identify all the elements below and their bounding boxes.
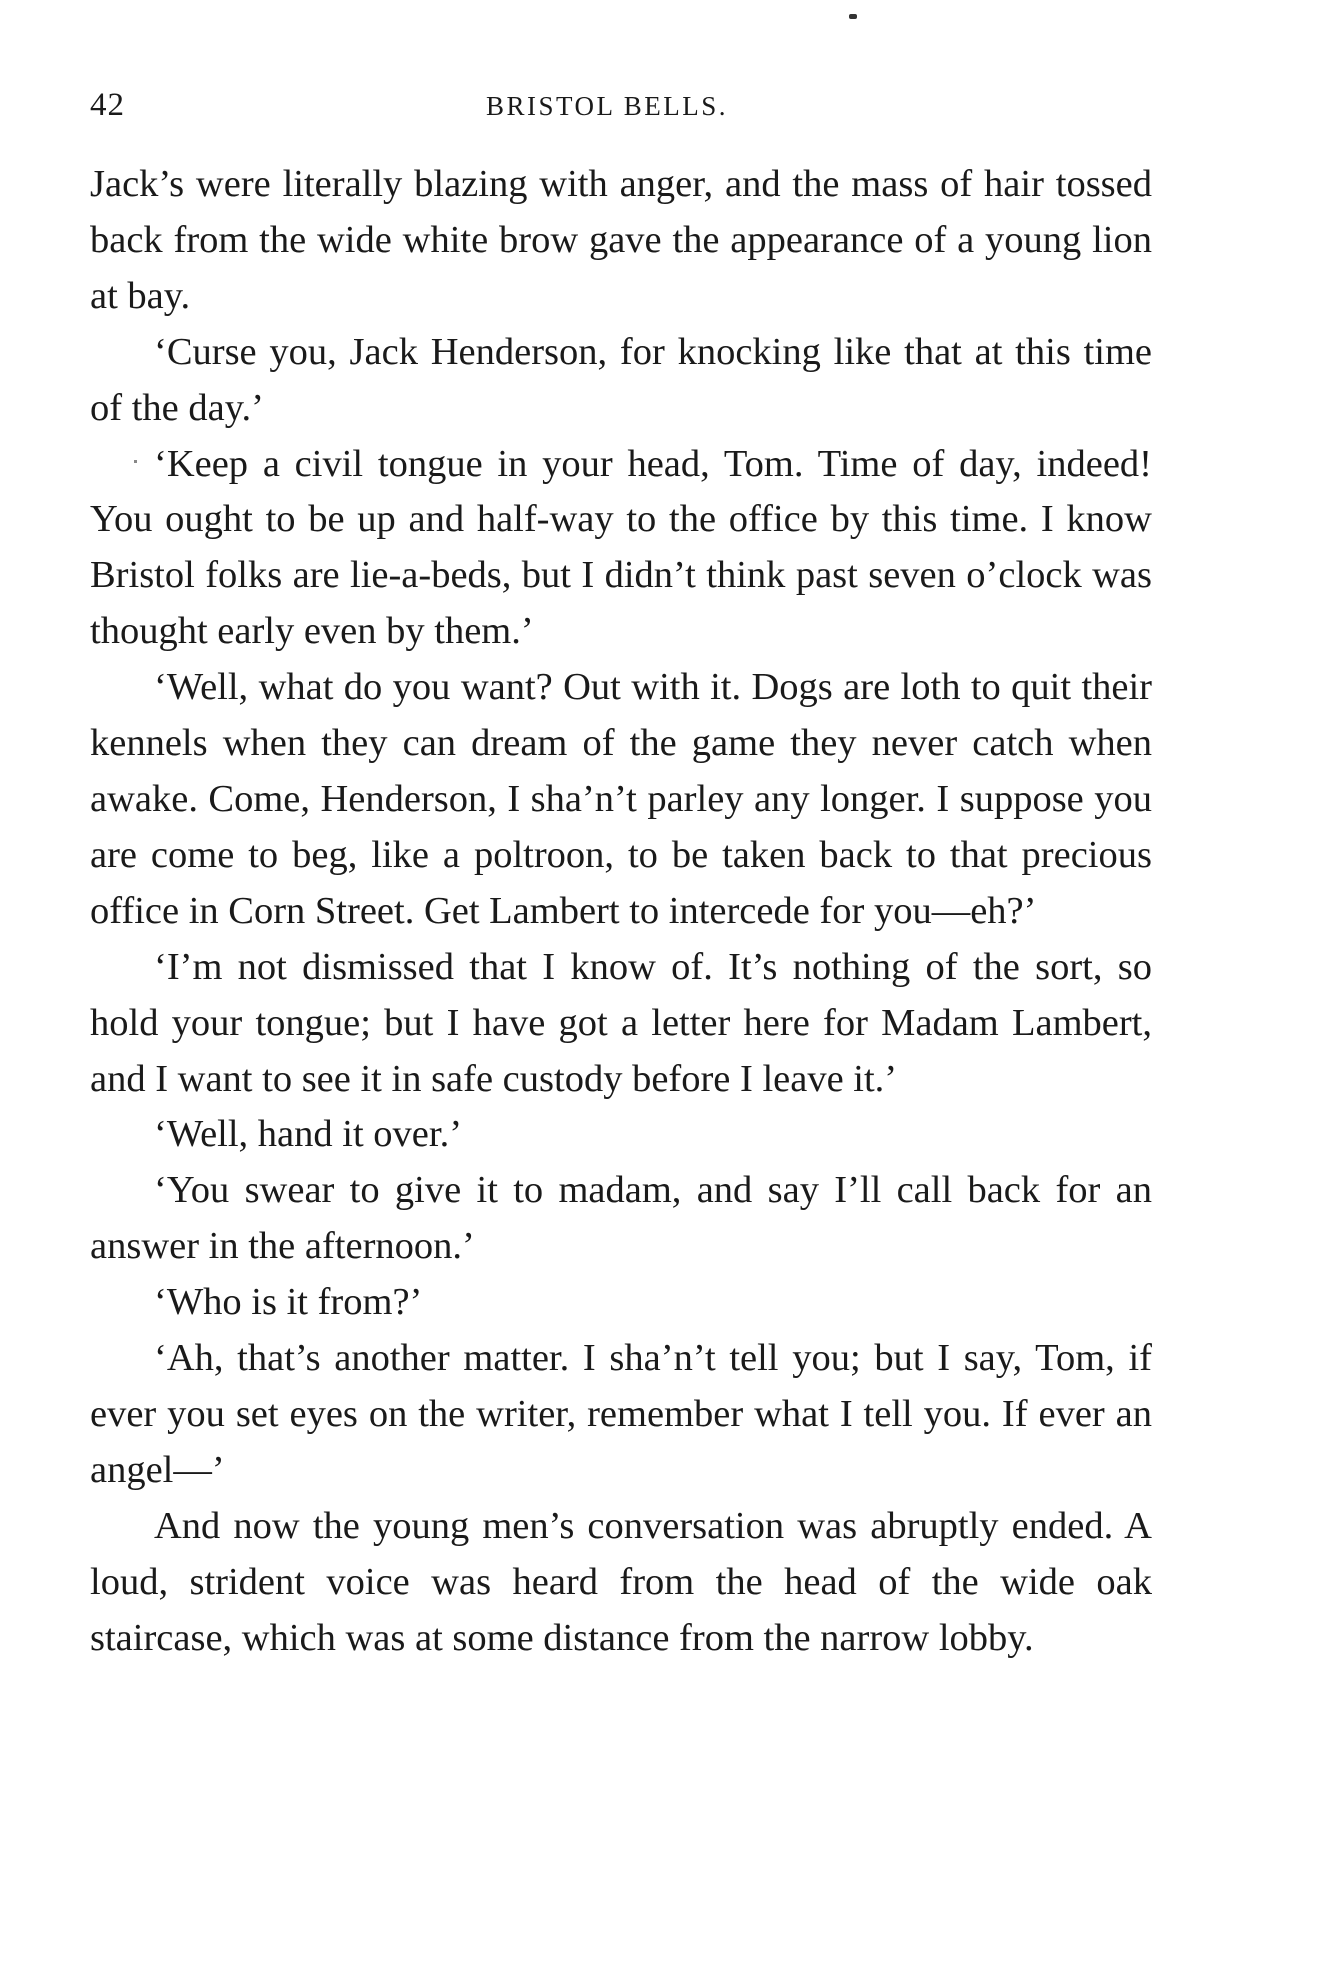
paragraph: ‘Who is it from?’: [154, 1281, 423, 1324]
paragraph: ‘Ah, that’s another matter. I sha’n’t tell you; but I say, Tom, if ever you set eyes on the writer, remember what I tell you. If ever an angel—’: [90, 1337, 1152, 1491]
paragraph: ‘Well, what do you want? Out with it. Dogs are loth to quit their kennels when they can dream of the game they never catch when awake. Come, Henderson, I sha’n’t parley any longer. I suppose you are come to beg, like a poltroon, to be taken back to that precious office in Corn Street. Get Lambert to intercede for you—eh?’: [90, 666, 1152, 932]
running-head: [90, 87, 1150, 133]
ink-mark: [849, 14, 857, 19]
paragraph: ‘I’m not dismissed that I know of. It’s nothing of the sort, so hold your tongue; but I have got a letter here for Madam Lambert, and I want to see it in safe custody before I leave it.’: [90, 945, 1152, 1100]
page-number: 42: [90, 87, 125, 123]
paragraph: And now the young men’s conversation was abruptly ended. A loud, strident voice was heard from the head of the wide oak staircase, which was at some distance from the narrow lobby.: [90, 1504, 1152, 1659]
paragraph: ‘Well, hand it over.’: [154, 1113, 463, 1156]
paragraph: ‘Keep a civil tongue in your head, Tom. Time of day, indeed! You ought to be up and half-way to the office by this time. I know Bristol folks are lie-a-beds, but I didn’t think past seven o’clock was thought early even by them.’: [90, 442, 1152, 653]
paragraph: ‘Curse you, Jack Henderson, for knocking like that at this time of the day.’: [90, 330, 1152, 429]
paragraph: Jack’s were literally blazing with anger, and the mass of hair tossed back from the wide white brow gave the appearance of a young lion at bay.: [90, 163, 1152, 317]
paragraph: ‘You swear to give it to madam, and say I’ll call back for an answer in the afternoon.’: [90, 1169, 1152, 1268]
running-title: BRISTOL BELLS.: [486, 91, 729, 121]
body-text: [90, 157, 1152, 1666]
